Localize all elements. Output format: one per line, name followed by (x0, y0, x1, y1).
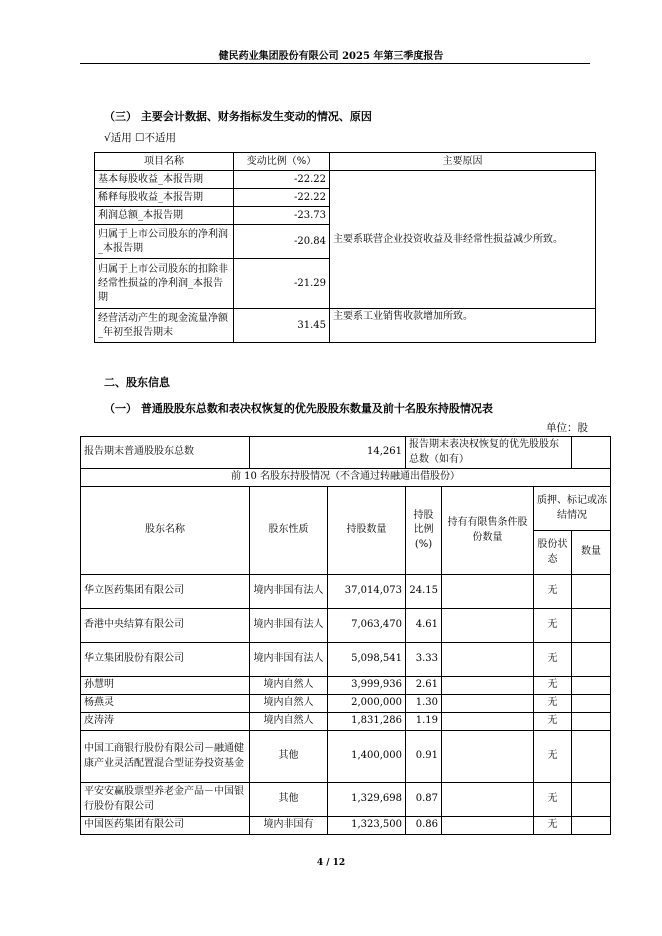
item-ratio: -22.22 (234, 171, 330, 189)
holder-count (572, 783, 611, 817)
col-header-restricted: 持有有限售条件股份数量 (442, 487, 534, 575)
top10-title: 前 10 名股东持股情况（不含通过转融通出借股份） (81, 469, 611, 487)
holder-restricted (442, 677, 534, 695)
item-ratio: -21.29 (234, 259, 330, 309)
item-name: 利润总额_本报告期 (95, 207, 234, 225)
holder-restricted (442, 695, 534, 713)
total-shareholders-label: 报告期末普通股股东总数 (81, 437, 250, 469)
col-header-pledge: 质押、标记或冻结情况 (534, 487, 611, 531)
holder-qty: 1,329,698 (328, 783, 406, 817)
holder-nature: 境内非国有法人 (250, 643, 328, 677)
holder-restricted (442, 783, 534, 817)
holder-qty: 1,831,286 (328, 713, 406, 731)
holder-pct: 24.15 (406, 575, 442, 609)
holder-count (572, 677, 611, 695)
col-header-status: 股份状态 (534, 531, 572, 575)
holder-pct: 0.86 (406, 817, 442, 835)
holder-status: 无 (534, 783, 572, 817)
shareholders-table (80, 436, 611, 835)
holder-nature: 境内自然人 (250, 677, 328, 695)
col-header-count: 数量 (572, 531, 611, 575)
holder-qty: 2,000,000 (328, 695, 406, 713)
holder-count (572, 817, 611, 835)
holder-nature: 其他 (250, 731, 328, 783)
holder-nature: 境内自然人 (250, 713, 328, 731)
holder-restricted (442, 575, 534, 609)
holder-nature: 境内非国有法人 (250, 575, 328, 609)
page-header-title: 健民药业集团股份有限公司 2025 年第三季度报告 (218, 51, 444, 62)
page-number: 4 / 12 (316, 858, 346, 868)
section-2-1-title: （一） 普通股股东总数和表决权恢复的优先股股东数量及前十名股东持股情况表 (104, 402, 493, 415)
holder-pct: 3.33 (406, 643, 442, 677)
preferred-shareholders-value (572, 437, 611, 469)
item-name: 稀释每股收益_本报告期 (95, 189, 234, 207)
holder-name: 华立集团股份有限公司 (81, 643, 250, 677)
reason-cell: 主要系工业销售收款增加所致。 (330, 309, 596, 343)
item-ratio: 31.45 (234, 309, 330, 343)
holder-pct: 1.19 (406, 713, 442, 731)
item-ratio: -23.73 (234, 207, 330, 225)
item-name: 经营活动产生的现金流量净额_年初至报告期末 (95, 309, 234, 343)
col-header-reason: 主要原因 (330, 153, 596, 171)
holder-qty: 1,323,500 (328, 817, 406, 835)
item-name: 归属于上市公司股东的扣除非经常性损益的净利润_本报告期 (95, 259, 234, 309)
col-header-pct: 持股比例(%) (406, 487, 442, 575)
item-ratio: -20.84 (234, 225, 330, 259)
table-row (81, 713, 611, 731)
holder-name: 华立医药集团有限公司 (81, 575, 250, 609)
holder-count (572, 713, 611, 731)
holder-pct: 2.61 (406, 677, 442, 695)
col-header-name: 股东名称 (81, 487, 250, 575)
holder-nature: 境内非国有 (250, 817, 328, 835)
holder-name: 杨燕灵 (81, 695, 250, 713)
item-name: 基本每股收益_本报告期 (95, 171, 234, 189)
unit-label: 单位：股 (546, 422, 588, 434)
table-row (81, 695, 611, 713)
holder-pct: 4.61 (406, 609, 442, 643)
table-row (81, 575, 611, 609)
holder-name: 孙慧明 (81, 677, 250, 695)
holder-status: 无 (534, 609, 572, 643)
item-ratio: -22.22 (234, 189, 330, 207)
table-row (81, 643, 611, 677)
holder-nature: 其他 (250, 783, 328, 817)
holder-pct: 0.87 (406, 783, 442, 817)
holder-status: 无 (534, 677, 572, 695)
table-row (81, 731, 611, 783)
holder-name: 香港中央结算有限公司 (81, 609, 250, 643)
holder-status: 无 (534, 643, 572, 677)
holder-count (572, 731, 611, 783)
applicable-checkbox-line: √适用 ☐不适用 (104, 132, 176, 144)
table-row (81, 677, 611, 695)
holder-nature: 境内非国有法人 (250, 609, 328, 643)
item-name: 归属于上市公司股东的净利润_本报告期 (95, 225, 234, 259)
holder-pct: 0.91 (406, 731, 442, 783)
holder-qty: 7,063,470 (328, 609, 406, 643)
holder-restricted (442, 817, 534, 835)
table-row (81, 609, 611, 643)
reason-cell: 主要系联营企业投资收益及非经常性损益减少所致。 (330, 171, 596, 309)
holder-status: 无 (534, 731, 572, 783)
holder-restricted (442, 713, 534, 731)
change-reasons-table (94, 152, 596, 343)
preferred-shareholders-label: 报告期末表决权恢复的优先股股东总数（如有） (406, 437, 572, 469)
holder-name: 平安安赢股票型养老金产品－中国银行股份有限公司 (81, 783, 250, 817)
section-3-title: （三） 主要会计数据、财务指标发生变动的情况、原因 (104, 110, 372, 123)
holder-count (572, 643, 611, 677)
table-row (81, 817, 611, 835)
holder-status: 无 (534, 575, 572, 609)
total-shareholders-value: 14,261 (250, 437, 406, 469)
holder-pct: 1.30 (406, 695, 442, 713)
holder-qty: 5,098,541 (328, 643, 406, 677)
holder-qty: 37,014,073 (328, 575, 406, 609)
holder-name: 皮涛涛 (81, 713, 250, 731)
holder-nature: 境内自然人 (250, 695, 328, 713)
holder-name: 中国医药集团有限公司 (81, 817, 250, 835)
holder-status: 无 (534, 713, 572, 731)
holder-restricted (442, 609, 534, 643)
header-divider (80, 63, 590, 64)
holder-name: 中国工商银行股份有限公司－融通健康产业灵活配置混合型证券投资基金 (81, 731, 250, 783)
holder-count (572, 609, 611, 643)
holder-count (572, 695, 611, 713)
col-header-item: 项目名称 (95, 153, 234, 171)
holder-status: 无 (534, 817, 572, 835)
holder-count (572, 575, 611, 609)
table-row (81, 783, 611, 817)
holder-qty: 3,999,936 (328, 677, 406, 695)
holder-restricted (442, 643, 534, 677)
col-header-nature: 股东性质 (250, 487, 328, 575)
holder-qty: 1,400,000 (328, 731, 406, 783)
holder-restricted (442, 731, 534, 783)
section-2-title: 二、股东信息 (104, 376, 170, 389)
holder-status: 无 (534, 695, 572, 713)
col-header-qty: 持股数量 (328, 487, 406, 575)
col-header-ratio: 变动比例（%） (234, 153, 330, 171)
